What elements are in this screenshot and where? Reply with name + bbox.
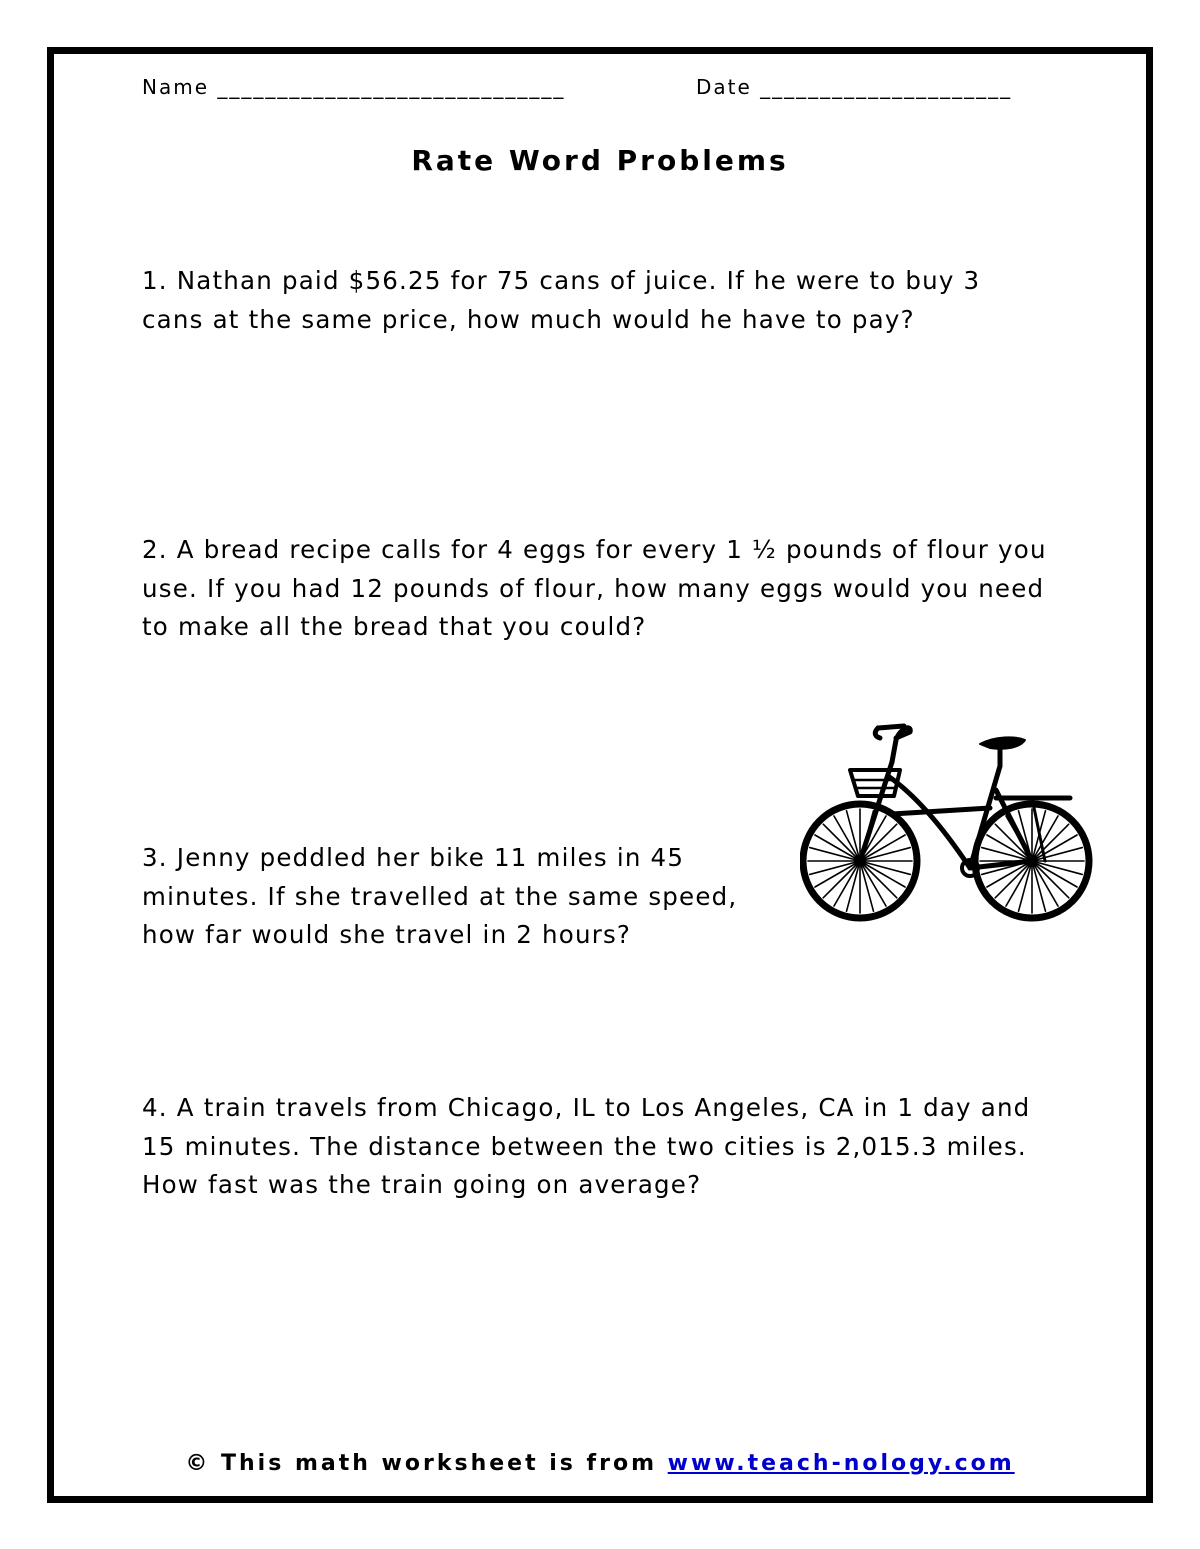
date-label: Date (696, 75, 752, 99)
footer-text: © This math worksheet is from (185, 1451, 668, 1476)
bicycle-icon (800, 718, 1100, 928)
name-blank: _____________________________ (217, 75, 566, 99)
website-link[interactable]: www.teach-nology.com (667, 1451, 1015, 1476)
footer-credit (0, 1451, 1200, 1476)
name-label: Name (142, 75, 210, 99)
date-blank: _____________________ (760, 75, 1013, 99)
problem-4: 4. A train travels from Chicago, IL to Los Angeles, CA in 1 day and 15 minutes. The distance between the two cities is 2,015.3 miles. How fast was the train going on average? (142, 1093, 1031, 1199)
date-field (696, 75, 1012, 99)
problem-3: 3. Jenny peddled her bike 11 miles in 45 minutes. If she travelled at the same speed, how far would she travel in 2 hours? (142, 843, 738, 949)
name-field (142, 75, 565, 99)
worksheet-title: Rate Word Problems (411, 144, 789, 177)
problem-2: 2. A bread recipe calls for 4 eggs for every 1 ½ pounds of flour you use. If you had 12 pounds of flour, how many eggs would you need to make all the bread that you could? (142, 535, 1047, 641)
problem-1: 1. Nathan paid $56.25 for 75 cans of juice. If he were to buy 3 cans at the same price, how much would he have to pay? (142, 266, 981, 334)
